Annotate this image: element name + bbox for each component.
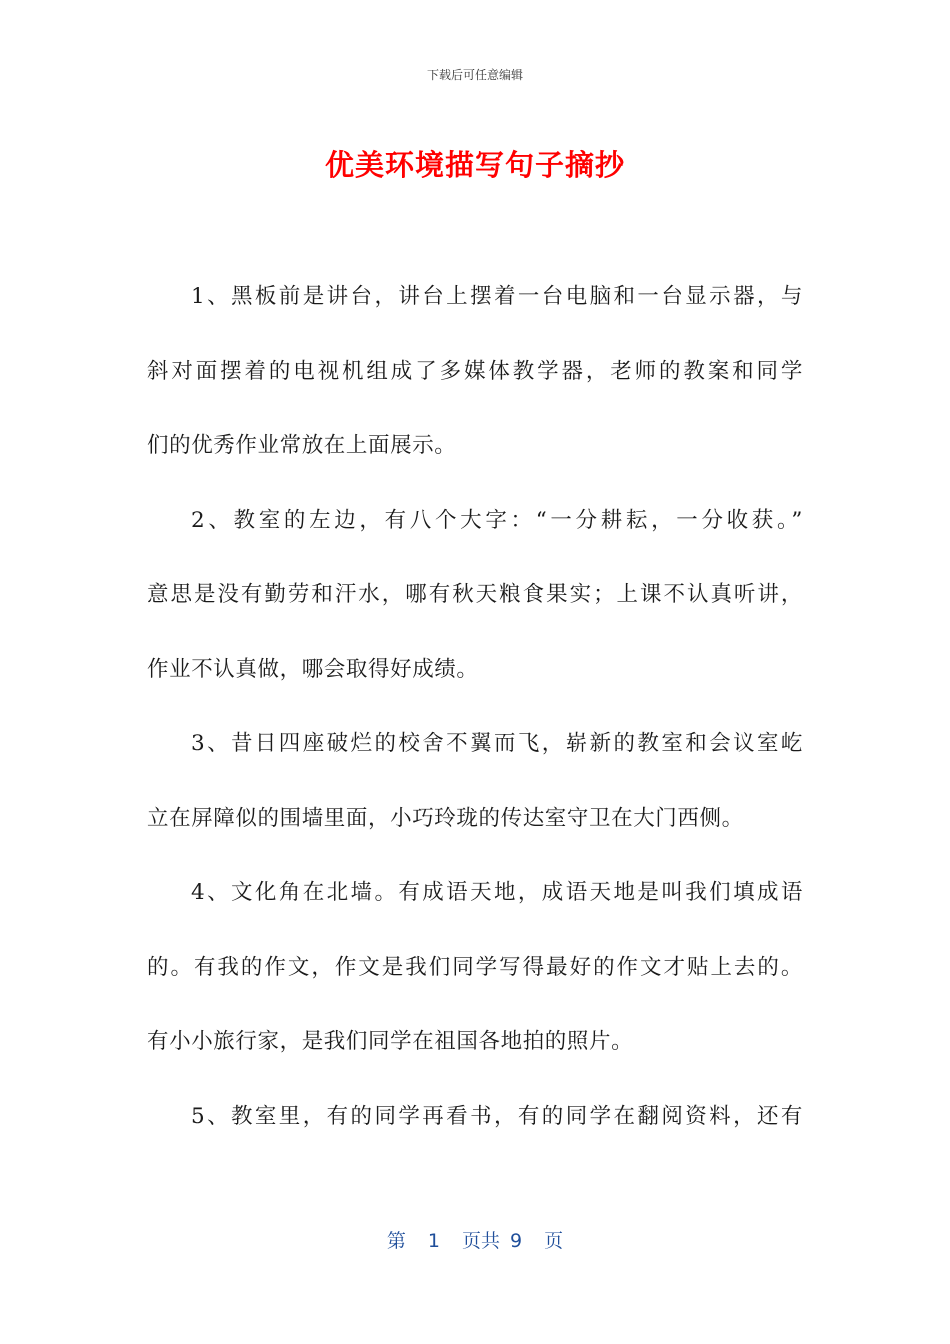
body-line: 1、黑板前是讲台，讲台上摆着一台电脑和一台显示器，与 [191, 284, 803, 309]
body-line: 们的优秀作业常放在上面展示。 [147, 433, 457, 458]
body-line: 的。有我的作文，作文是我们同学写得最好的作文才贴上去的。 [147, 954, 803, 980]
footer-page-middle: 页共 [461, 1230, 500, 1252]
body-line: 有小小旅行家，是我们同学在祖国各地拍的照片。 [147, 1029, 634, 1054]
body-line: 2、教室的左边，有八个大字：“一分耕耘，一分收获。” [191, 507, 803, 533]
header-note: 下载后可任意编辑 [426, 68, 523, 82]
body-line: 5、教室里，有的同学再看书，有的同学在翻阅资料，还有 [191, 1103, 803, 1129]
body-line: 意思是没有勤劳和汗水，哪有秋天粮食果实；上课不认真听讲， [147, 582, 803, 607]
footer-page-total: 9 [510, 1230, 523, 1252]
body-line: 立在屏障似的围墙里面，小巧玲珑的传达室守卫在大门西侧。 [147, 805, 744, 831]
footer-page-number: 1 [427, 1230, 440, 1252]
footer-page-prefix: 第 [386, 1230, 406, 1252]
body-line: 作业不认真做，哪会取得好成绩。 [147, 656, 479, 682]
body-line: 4、文化角在北墙。有成语天地，成语天地是叫我们填成语 [191, 880, 803, 905]
page-footer [0, 1226, 950, 1253]
body-line: 斜对面摆着的电视机组成了多媒体教学器，老师的教案和同学 [147, 358, 803, 384]
body-line: 3、昔日四座破烂的校舍不翼而飞，崭新的教室和会议室屹 [191, 731, 803, 756]
footer-page-suffix: 页 [544, 1230, 564, 1252]
document-body [147, 260, 803, 1154]
document-title: 优美环境描写句子摘抄 [324, 148, 625, 182]
